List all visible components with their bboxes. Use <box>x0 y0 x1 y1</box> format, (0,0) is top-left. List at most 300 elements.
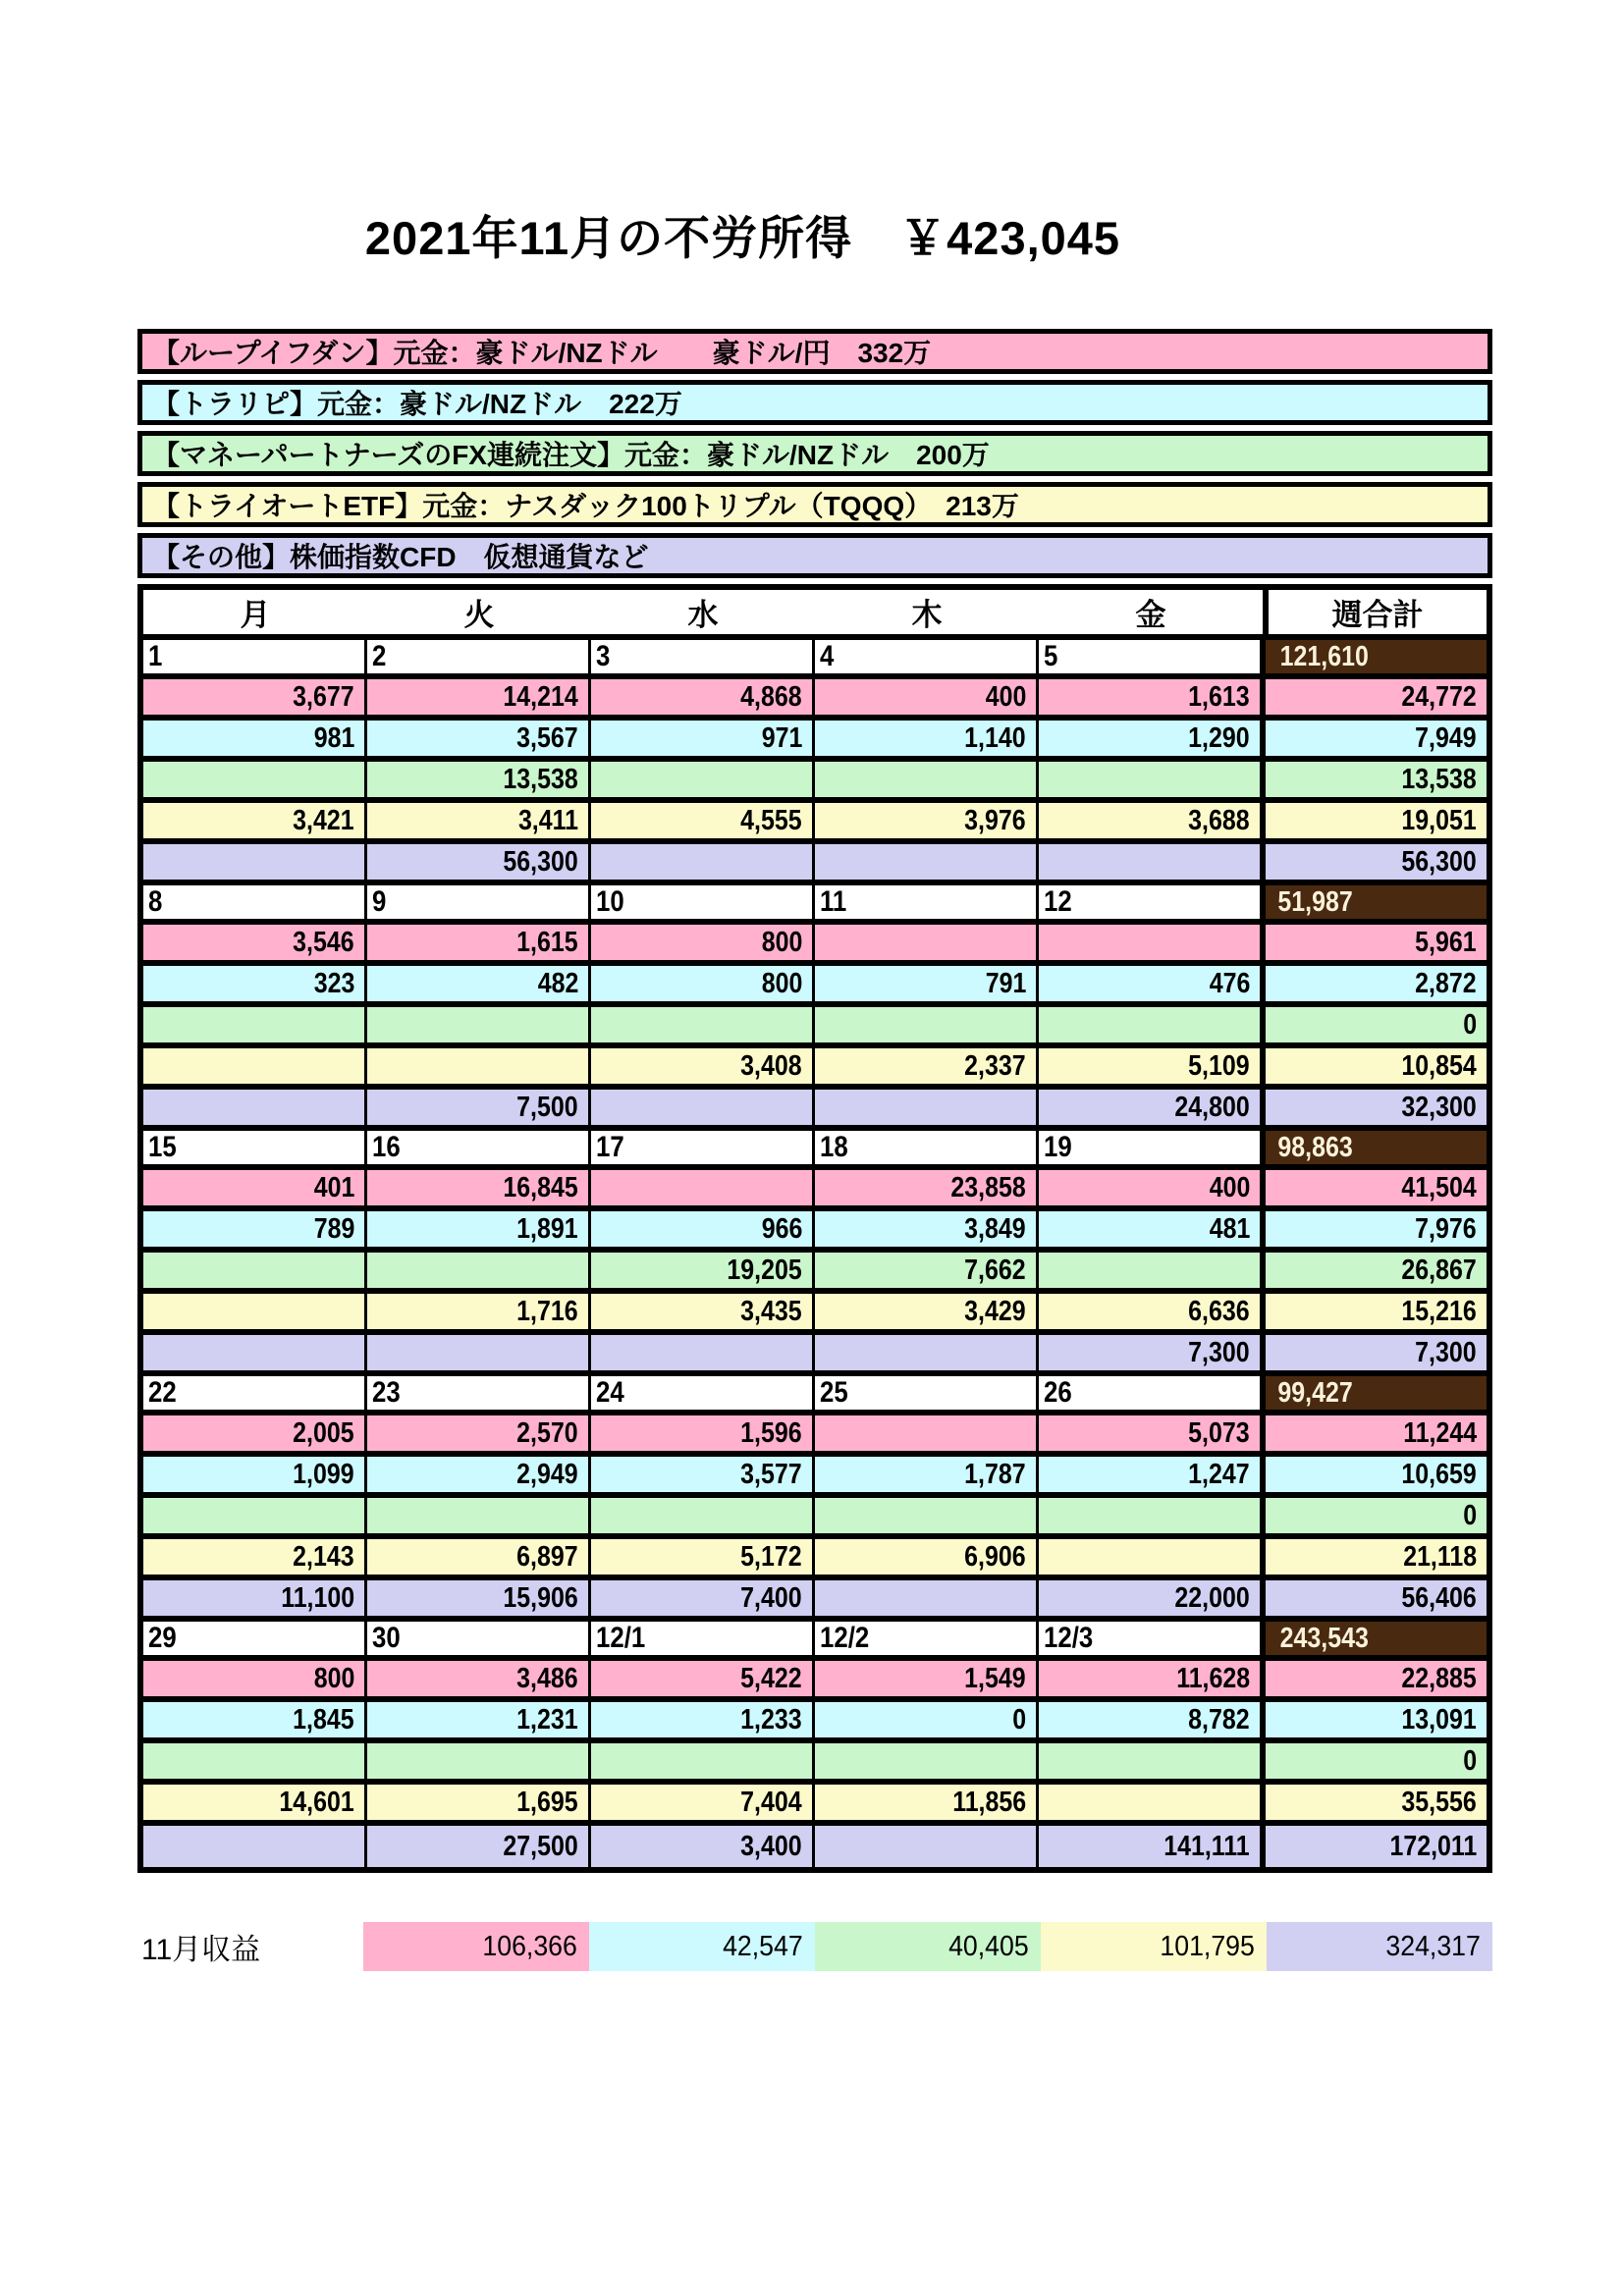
cell-value: 401 <box>313 1171 354 1203</box>
value-cell-money-partners-fx <box>143 1743 367 1785</box>
row-total-value: 26,867 <box>1401 1254 1477 1286</box>
week-2-row-sonota <box>143 1090 1487 1131</box>
value-cell-toraripi <box>1039 1211 1263 1253</box>
day-cell-12 <box>1039 885 1263 925</box>
day-number: 17 <box>596 1131 624 1163</box>
week-1-total-cell <box>1263 640 1487 679</box>
row-total-cell-triauto-etf <box>1263 1294 1487 1335</box>
day-cell-9 <box>367 885 591 925</box>
day-number: 15 <box>148 1131 177 1163</box>
week-3-row-sonota <box>143 1335 1487 1376</box>
cell-value: 22,000 <box>1174 1581 1250 1614</box>
cell-value: 0 <box>1012 1703 1026 1735</box>
value-cell-toraripi <box>1039 1702 1263 1743</box>
cell-value: 482 <box>537 967 578 999</box>
value-cell-loop-ifudan <box>1039 1415 1263 1457</box>
cell-value: 7,404 <box>740 1786 802 1818</box>
value-cell-toraripi <box>815 1702 1039 1743</box>
day-number: 26 <box>1044 1376 1072 1409</box>
value-cell-money-partners-fx <box>1039 762 1263 803</box>
cell-value: 4,868 <box>740 680 802 713</box>
cell-value: 2,570 <box>516 1416 578 1449</box>
value-cell-sonota <box>367 1580 591 1622</box>
day-cell-12-1 <box>591 1622 815 1661</box>
week-4-row-triauto-etf <box>143 1539 1487 1580</box>
legend-row-money-partners-fx <box>137 431 1492 476</box>
row-total-cell-loop-ifudan <box>1263 1170 1487 1211</box>
cell-value: 3,849 <box>964 1212 1026 1245</box>
row-total-value: 21,118 <box>1403 1540 1477 1573</box>
value-cell-money-partners-fx <box>591 1743 815 1785</box>
monthly-total-sonota <box>1267 1922 1492 1971</box>
week-5-row-money-partners-fx <box>143 1743 1487 1785</box>
value-cell-triauto-etf <box>815 1539 1039 1580</box>
cell-value: 14,601 <box>279 1786 354 1818</box>
legend-label-money-partners-fx: 【マネーパートナーズのFX連続注文】元金：豪ドル/NZドル 200万 <box>152 440 990 470</box>
cell-value: 19,205 <box>727 1254 802 1286</box>
week-4-row-money-partners-fx <box>143 1498 1487 1539</box>
value-cell-loop-ifudan <box>367 925 591 966</box>
cell-value: 1,787 <box>964 1458 1026 1490</box>
value-cell-money-partners-fx <box>815 762 1039 803</box>
col-header-day-1: 火 <box>367 590 591 640</box>
cell-value: 400 <box>985 680 1026 713</box>
day-number: 16 <box>372 1131 401 1163</box>
value-cell-sonota <box>1039 1335 1263 1376</box>
legend-label-toraripi: 【トラリピ】元金：豪ドル/NZドル 222万 <box>152 389 682 419</box>
week-1-day-number-row <box>143 640 1487 679</box>
value-cell-toraripi <box>815 721 1039 762</box>
cell-value: 7,662 <box>964 1254 1026 1286</box>
week-3-row-triauto-etf <box>143 1294 1487 1335</box>
cell-value: 11,100 <box>281 1581 354 1614</box>
cell-value: 3,435 <box>740 1295 802 1327</box>
value-cell-sonota <box>591 1090 815 1131</box>
value-cell-loop-ifudan <box>815 925 1039 966</box>
cell-value: 1,140 <box>964 721 1026 754</box>
week-2-row-toraripi <box>143 966 1487 1007</box>
cell-value: 5,172 <box>740 1540 802 1573</box>
col-header-day-3: 木 <box>815 590 1039 640</box>
monthly-summary-label: 11月収益 <box>141 1934 261 1966</box>
value-cell-money-partners-fx <box>815 1253 1039 1294</box>
value-cell-loop-ifudan <box>591 679 815 721</box>
week-total-value: 98,863 <box>1277 1131 1353 1163</box>
week-total-value: 99,427 <box>1277 1376 1353 1409</box>
cell-value: 400 <box>1209 1171 1250 1203</box>
value-cell-sonota <box>1039 1826 1263 1867</box>
col-header-day-4: 金 <box>1039 590 1263 640</box>
row-total-cell-loop-ifudan <box>1263 925 1487 966</box>
week-4-row-toraripi <box>143 1457 1487 1498</box>
legend-label-triauto-etf: 【トライオートETF】元金：ナスダック100トリプル（TQQQ） 213万 <box>152 491 1019 521</box>
monthly-summary-row <box>137 1922 1492 1971</box>
day-number: 11 <box>820 885 847 918</box>
week-2-row-money-partners-fx <box>143 1007 1487 1048</box>
row-total-cell-loop-ifudan <box>1263 1661 1487 1702</box>
day-number: 2 <box>372 640 387 672</box>
monthly-total-money-partners-fx <box>815 1922 1041 1971</box>
monthly-total-toraripi <box>589 1922 815 1971</box>
row-total-cell-triauto-etf <box>1263 1785 1487 1826</box>
cell-value: 4,555 <box>740 804 802 836</box>
row-total-value: 2,872 <box>1415 967 1477 999</box>
value-cell-sonota <box>143 1580 367 1622</box>
day-number: 12/2 <box>820 1622 870 1654</box>
value-cell-toraripi <box>591 721 815 762</box>
value-cell-triauto-etf <box>1039 803 1263 844</box>
value-cell-triauto-etf <box>591 803 815 844</box>
row-total-cell-money-partners-fx <box>1263 1743 1487 1785</box>
week-4-row-sonota <box>143 1580 1487 1622</box>
value-cell-triauto-etf <box>591 1294 815 1335</box>
day-cell-11 <box>815 885 1039 925</box>
row-total-value: 11,244 <box>1403 1416 1477 1449</box>
value-cell-loop-ifudan <box>591 1661 815 1702</box>
cell-value: 11,856 <box>952 1786 1026 1818</box>
monthly-total-value: 324,317 <box>1385 1930 1481 1962</box>
value-cell-sonota <box>591 1335 815 1376</box>
day-cell-12-3 <box>1039 1622 1263 1661</box>
week-3-day-number-row <box>143 1131 1487 1170</box>
value-cell-sonota <box>143 1090 367 1131</box>
week-1-row-sonota <box>143 844 1487 885</box>
value-cell-money-partners-fx <box>815 1498 1039 1539</box>
value-cell-toraripi <box>367 1457 591 1498</box>
week-2-row-triauto-etf <box>143 1048 1487 1090</box>
row-total-value: 35,556 <box>1401 1786 1477 1818</box>
value-cell-loop-ifudan <box>367 1170 591 1211</box>
cell-value: 800 <box>761 926 802 958</box>
row-total-value: 22,885 <box>1401 1662 1477 1694</box>
row-total-cell-money-partners-fx <box>1263 762 1487 803</box>
value-cell-sonota <box>591 1580 815 1622</box>
value-cell-sonota <box>591 1826 815 1867</box>
cell-value: 476 <box>1209 967 1250 999</box>
cell-value: 7,500 <box>516 1091 578 1123</box>
cell-value: 1,549 <box>964 1662 1026 1694</box>
value-cell-sonota <box>143 844 367 885</box>
cell-value: 3,546 <box>293 926 354 958</box>
value-cell-triauto-etf <box>1039 1785 1263 1826</box>
value-cell-money-partners-fx <box>367 1743 591 1785</box>
value-cell-sonota <box>591 844 815 885</box>
value-cell-money-partners-fx <box>591 1498 815 1539</box>
value-cell-toraripi <box>143 721 367 762</box>
col-header-day-0: 月 <box>143 590 367 640</box>
value-cell-money-partners-fx <box>1039 1253 1263 1294</box>
cell-value: 3,688 <box>1188 804 1250 836</box>
week-1-row-money-partners-fx <box>143 762 1487 803</box>
row-total-value: 172,011 <box>1389 1830 1477 1862</box>
cell-value: 7,400 <box>740 1581 802 1614</box>
value-cell-loop-ifudan <box>1039 1170 1263 1211</box>
row-total-cell-triauto-etf <box>1263 803 1487 844</box>
cell-value: 1,613 <box>1188 680 1250 713</box>
row-total-cell-toraripi <box>1263 966 1487 1007</box>
cell-value: 6,897 <box>516 1540 578 1573</box>
day-cell-12-2 <box>815 1622 1039 1661</box>
value-cell-toraripi <box>815 966 1039 1007</box>
monthly-total-value: 42,547 <box>723 1930 803 1962</box>
day-number: 5 <box>1044 640 1058 672</box>
cell-value: 14,214 <box>503 680 578 713</box>
value-cell-toraripi <box>143 1702 367 1743</box>
cell-value: 3,429 <box>964 1295 1026 1327</box>
row-total-value: 19,051 <box>1401 804 1477 836</box>
row-total-value: 56,300 <box>1401 845 1477 878</box>
legend-row-triauto-etf <box>137 482 1492 527</box>
day-number: 25 <box>820 1376 848 1409</box>
value-cell-toraripi <box>591 1457 815 1498</box>
day-number: 12/3 <box>1044 1622 1094 1654</box>
row-total-cell-loop-ifudan <box>1263 679 1487 721</box>
day-cell-10 <box>591 885 815 925</box>
value-cell-sonota <box>143 1335 367 1376</box>
value-cell-triauto-etf <box>815 1785 1039 1826</box>
value-cell-loop-ifudan <box>591 1415 815 1457</box>
calendar-header <box>143 590 1487 640</box>
day-cell-15 <box>143 1131 367 1170</box>
day-cell-8 <box>143 885 367 925</box>
cell-value: 1,290 <box>1188 721 1250 754</box>
value-cell-triauto-etf <box>367 803 591 844</box>
cell-value: 13,538 <box>503 763 578 795</box>
value-cell-money-partners-fx <box>1039 1498 1263 1539</box>
value-cell-triauto-etf <box>1039 1294 1263 1335</box>
value-cell-money-partners-fx <box>591 1007 815 1048</box>
week-5-row-triauto-etf <box>143 1785 1487 1826</box>
value-cell-toraripi <box>367 966 591 1007</box>
value-cell-toraripi <box>591 1702 815 1743</box>
cell-value: 1,247 <box>1188 1458 1250 1490</box>
value-cell-loop-ifudan <box>367 1415 591 1457</box>
day-cell-24 <box>591 1376 815 1415</box>
cell-value: 323 <box>313 967 354 999</box>
cell-value: 789 <box>313 1212 354 1245</box>
week-2-row-loop-ifudan <box>143 925 1487 966</box>
week-4-row-loop-ifudan <box>143 1415 1487 1457</box>
day-cell-3 <box>591 640 815 679</box>
cell-value: 16,845 <box>503 1171 578 1203</box>
value-cell-triauto-etf <box>591 1785 815 1826</box>
day-number: 24 <box>596 1376 624 1409</box>
category-legend <box>137 329 1492 578</box>
cell-value: 1,716 <box>516 1295 578 1327</box>
income-calendar-table <box>137 584 1492 1873</box>
cell-value: 3,976 <box>964 804 1026 836</box>
week-5-day-number-row <box>143 1622 1487 1661</box>
value-cell-toraripi <box>815 1457 1039 1498</box>
value-cell-sonota <box>1039 1090 1263 1131</box>
row-total-value: 0 <box>1463 1008 1477 1041</box>
value-cell-sonota <box>367 1826 591 1867</box>
value-cell-triauto-etf <box>815 1294 1039 1335</box>
day-number: 12 <box>1044 885 1072 918</box>
value-cell-money-partners-fx <box>815 1743 1039 1785</box>
value-cell-toraripi <box>815 1211 1039 1253</box>
day-number: 12/1 <box>596 1622 646 1654</box>
value-cell-toraripi <box>591 966 815 1007</box>
day-number: 29 <box>148 1622 177 1654</box>
cell-value: 1,231 <box>516 1703 578 1735</box>
day-cell-4 <box>815 640 1039 679</box>
value-cell-loop-ifudan <box>143 1661 367 1702</box>
day-cell-2 <box>367 640 591 679</box>
legend-row-sonota <box>137 533 1492 578</box>
row-total-value: 7,949 <box>1415 721 1477 754</box>
week-5-row-loop-ifudan <box>143 1661 1487 1702</box>
value-cell-triauto-etf <box>143 1048 367 1090</box>
row-total-value: 7,300 <box>1415 1336 1477 1368</box>
row-total-cell-loop-ifudan <box>1263 1415 1487 1457</box>
value-cell-toraripi <box>1039 966 1263 1007</box>
value-cell-sonota <box>1039 1580 1263 1622</box>
row-total-cell-sonota <box>1263 1580 1487 1622</box>
cell-value: 971 <box>761 721 802 754</box>
value-cell-sonota <box>143 1826 367 1867</box>
value-cell-triauto-etf <box>1039 1539 1263 1580</box>
cell-value: 5,422 <box>740 1662 802 1694</box>
day-number: 18 <box>820 1131 848 1163</box>
cell-value: 791 <box>985 967 1026 999</box>
value-cell-triauto-etf <box>143 1785 367 1826</box>
value-cell-sonota <box>815 1335 1039 1376</box>
week-1-row-toraripi <box>143 721 1487 762</box>
row-total-cell-triauto-etf <box>1263 1539 1487 1580</box>
week-total-value: 121,610 <box>1279 640 1369 672</box>
value-cell-money-partners-fx <box>143 1498 367 1539</box>
cell-value: 6,906 <box>964 1540 1026 1573</box>
value-cell-triauto-etf <box>815 803 1039 844</box>
col-header-week-total: 週合計 <box>1263 590 1487 640</box>
value-cell-loop-ifudan <box>143 1170 367 1211</box>
week-2-day-number-row <box>143 885 1487 925</box>
cell-value: 1,615 <box>516 926 578 958</box>
legend-label-loop-ifudan: 【ループイフダン】元金：豪ドル/NZドル 豪ドル/円 332万 <box>152 338 932 368</box>
value-cell-toraripi <box>143 1457 367 1498</box>
day-number: 30 <box>372 1622 401 1654</box>
value-cell-loop-ifudan <box>143 679 367 721</box>
value-cell-money-partners-fx <box>591 1253 815 1294</box>
week-1-row-loop-ifudan <box>143 679 1487 721</box>
value-cell-loop-ifudan <box>143 925 367 966</box>
cell-value: 2,337 <box>964 1049 1026 1082</box>
day-cell-26 <box>1039 1376 1263 1415</box>
cell-value: 2,143 <box>293 1540 354 1573</box>
week-3-row-toraripi <box>143 1211 1487 1253</box>
value-cell-loop-ifudan <box>367 1661 591 1702</box>
value-cell-loop-ifudan <box>815 1661 1039 1702</box>
cell-value: 2,005 <box>293 1416 354 1449</box>
value-cell-money-partners-fx <box>1039 1007 1263 1048</box>
calendar-body <box>143 640 1487 1867</box>
cell-value: 3,577 <box>740 1458 802 1490</box>
cell-value: 1,099 <box>293 1458 354 1490</box>
value-cell-money-partners-fx <box>367 762 591 803</box>
cell-value: 800 <box>761 967 802 999</box>
value-cell-triauto-etf <box>367 1048 591 1090</box>
cell-value: 800 <box>313 1662 354 1694</box>
cell-value: 8,782 <box>1188 1703 1250 1735</box>
value-cell-triauto-etf <box>143 1294 367 1335</box>
week-4-total-cell <box>1263 1376 1487 1415</box>
col-header-day-2: 水 <box>591 590 815 640</box>
row-total-value: 0 <box>1463 1499 1477 1531</box>
value-cell-toraripi <box>367 1702 591 1743</box>
value-cell-toraripi <box>1039 721 1263 762</box>
value-cell-loop-ifudan <box>815 679 1039 721</box>
day-number: 3 <box>596 640 611 672</box>
value-cell-money-partners-fx <box>143 1253 367 1294</box>
value-cell-loop-ifudan <box>1039 1661 1263 1702</box>
cell-value: 27,500 <box>503 1830 578 1862</box>
cell-value: 1,596 <box>740 1416 802 1449</box>
row-total-cell-toraripi <box>1263 1702 1487 1743</box>
value-cell-loop-ifudan <box>367 679 591 721</box>
legend-row-toraripi <box>137 380 1492 425</box>
row-total-cell-sonota <box>1263 1090 1487 1131</box>
day-cell-29 <box>143 1622 367 1661</box>
row-total-value: 13,091 <box>1401 1703 1477 1735</box>
row-total-cell-money-partners-fx <box>1263 1253 1487 1294</box>
value-cell-sonota <box>815 1826 1039 1867</box>
cell-value: 981 <box>313 721 354 754</box>
value-cell-toraripi <box>367 721 591 762</box>
week-2-total-cell <box>1263 885 1487 925</box>
day-number: 9 <box>372 885 387 918</box>
monthly-total-loop-ifudan <box>363 1922 589 1971</box>
value-cell-loop-ifudan <box>143 1415 367 1457</box>
cell-value: 1,845 <box>293 1703 354 1735</box>
value-cell-triauto-etf <box>591 1048 815 1090</box>
value-cell-sonota <box>815 1580 1039 1622</box>
row-total-cell-money-partners-fx <box>1263 1007 1487 1048</box>
value-cell-sonota <box>815 844 1039 885</box>
calendar-header-row <box>143 590 1487 640</box>
cell-value: 3,677 <box>293 680 354 713</box>
value-cell-toraripi <box>1039 1457 1263 1498</box>
value-cell-toraripi <box>591 1211 815 1253</box>
row-total-value: 41,504 <box>1401 1171 1477 1203</box>
value-cell-triauto-etf <box>367 1294 591 1335</box>
week-total-value: 243,543 <box>1279 1622 1369 1654</box>
legend-label-sonota: 【その他】株価指数CFD 仮想通貨など <box>152 542 649 572</box>
week-3-total-cell <box>1263 1131 1487 1170</box>
cell-value: 3,411 <box>517 804 578 836</box>
value-cell-toraripi <box>143 1211 367 1253</box>
cell-value: 3,486 <box>516 1662 578 1694</box>
value-cell-toraripi <box>367 1211 591 1253</box>
value-cell-triauto-etf <box>815 1048 1039 1090</box>
day-cell-18 <box>815 1131 1039 1170</box>
cell-value: 3,408 <box>740 1049 802 1082</box>
row-total-value: 10,854 <box>1401 1049 1477 1082</box>
row-total-value: 5,961 <box>1415 926 1477 958</box>
value-cell-triauto-etf <box>367 1539 591 1580</box>
cell-value: 2,949 <box>516 1458 578 1490</box>
day-number: 22 <box>148 1376 177 1409</box>
row-total-value: 10,659 <box>1401 1458 1477 1490</box>
value-cell-money-partners-fx <box>367 1498 591 1539</box>
cell-value: 141,111 <box>1163 1830 1250 1862</box>
value-cell-loop-ifudan <box>1039 925 1263 966</box>
day-number: 23 <box>372 1376 401 1409</box>
row-total-value: 32,300 <box>1401 1091 1477 1123</box>
week-5-row-toraripi <box>143 1702 1487 1743</box>
value-cell-money-partners-fx <box>143 762 367 803</box>
value-cell-loop-ifudan <box>815 1170 1039 1211</box>
